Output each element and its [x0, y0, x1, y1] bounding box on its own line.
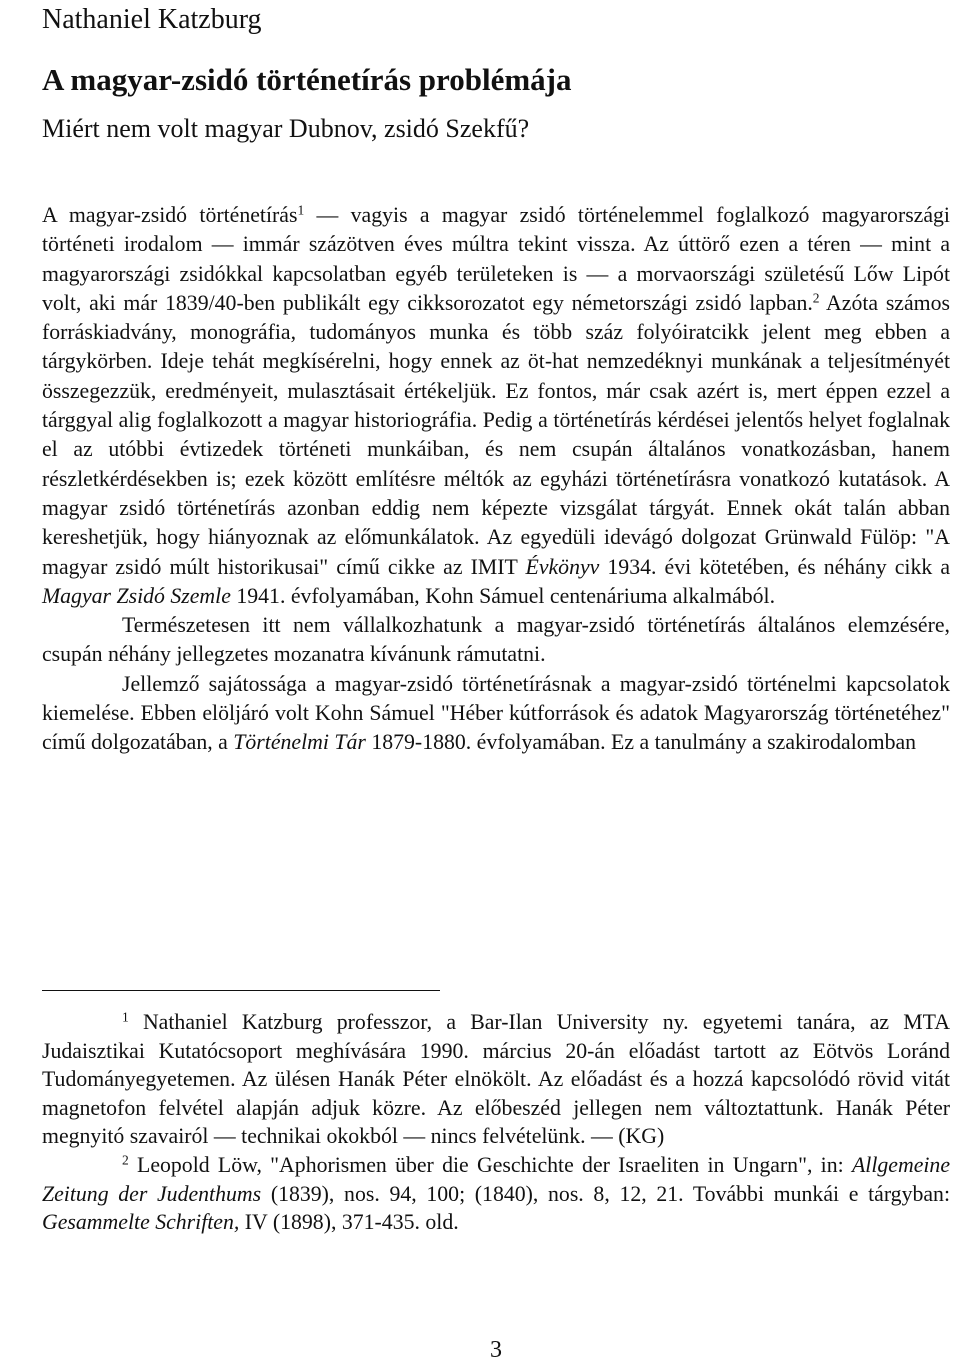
author-name: Nathaniel Katzburg — [42, 4, 262, 35]
paragraph-1-text-b: — vagyis a magyar zsidó történelemmel foglalkozó magyarországi történeti irodalom — immár százötven éves múltra tekint vissza. Az úttörő ezen a téren — mint a magyarországi zsidókkal kapcsolatban egyéb területeken is — a morvaországi születésű Lőw Lipót volt, aki már 1839/40-ben publikált egy cikksorozatot egy németországi zsidó lapban. — [42, 203, 950, 315]
italic-evkonyv: Évkönyv — [525, 554, 600, 579]
italic-tortenelmi-tar: Történelmi Tár — [233, 730, 366, 755]
paragraph-1-text-c: Azóta számos forráskiadvány, monográfia, tudományos munka és több száz folyóiratcikk jelent meg ebben a tárgykörben. Ideje tehát megkísérelni, hogy ennek az öt-hat nemzedéknyi munkának a teljesítményét összegezzük, eredményeit, mulasztásait értékeljük. Ez fontos, már csak azért is, mert éppen ezzel a tárggyal alig foglalkozott a magyar historiográfia. Pedig a történetírás kérdései jelentős helyet foglalnak el az utóbbi évtizedek történeti munkáiban, és nem csupán általános vonatkozásban, hanem részletkérdésekben is; ezek között említésre méltók az egyházi történetírásra vonatkozó kutatások. A magyar zsidó történetírás azonban eddig nem képezte vizsgálat tárgyát. Ennek okát talán abban kereshetjük, hogy hiányoznak az előmunkálatok. Az egyedüli idevágó dolgozat Grünwald Fülöp: "A magyar zsidó múlt historikusai" című cikke az IMIT — [42, 290, 950, 579]
paragraph-3-text-b: 1879-1880. évfolyamában. Ez a tanulmány a szakirodalomban — [365, 730, 917, 755]
footnote-2-text-c: IV (1898), 371-435. old. — [239, 1210, 459, 1235]
article-title: A magyar-zsidó történetírás problémája — [42, 62, 572, 97]
article-body — [42, 201, 950, 758]
footnote-ref-2: 2 — [812, 290, 820, 306]
footnote-1-text: Nathaniel Katzburg professzor, a Bar-Ilan University ny. egyetemi tanára, az MTA Judaisztikai Kutatócsoport meghívására 1990. március 20-án előadást tartott az Eötvös Loránd Tudományegyetemen. Az ülésen Hanák Péter elnökölt. Az előadást és a hozzá kapcsolódó rövid vitát magnetofon felvétel alapján adjuk közre. Az előbeszéd jellegen nem változtattunk. Hanák Péter megnyitó szavairól — technikai okokból — nincs felvételünk. — (KG) — [42, 1010, 950, 1149]
paragraph-1-text-a: A magyar-zsidó történetírás — [42, 203, 298, 227]
paragraph-1-text-e: 1941. évfolyamában, Kohn Sámuel centenáriuma alkalmából. — [230, 583, 776, 608]
paragraph-3 — [42, 670, 950, 758]
italic-magyar-zsido-szemle: Magyar Zsidó Szemle — [42, 583, 231, 608]
paragraph-2: Természetesen itt nem vállalkozhatunk a magyar-zsidó történetírás általános elemzésére, csupán néhány jellegzetes mozanatra kívánunk rámutatni. — [42, 613, 950, 667]
footnote-1 — [42, 1008, 950, 1151]
footnote-2 — [42, 1151, 950, 1237]
paragraph-3-text-a: Jellemző sajátossága a magyar-zsidó történetírásnak a magyar-zsidó történelmi kapcsolatok kiemelése. Ebben elöljáró volt Kohn Sámuel "Héber kútforrások és adatok Magyarország történetéhez" című dolgozatában, a — [42, 671, 950, 755]
footnote-1-mark: 1 — [122, 1009, 129, 1025]
footnote-2-text-b: (1839), nos. 94, 100; (1840), nos. 8, 12, 21. További munkái e tárgyban: — [261, 1181, 951, 1206]
footnotes — [42, 1008, 950, 1237]
page-number: 3 — [490, 1337, 502, 1363]
paragraph-1 — [42, 201, 950, 611]
article-subtitle: Miért nem volt magyar Dubnov, zsidó Szekfű? — [42, 114, 530, 143]
italic-allgemeine-zeitung: Allgemeine Zeitung der Judenthums — [42, 1152, 950, 1206]
footnote-ref-1: 1 — [297, 202, 305, 218]
footnote-divider — [42, 990, 440, 991]
italic-gesammelte-schriften: Gesammelte Schriften, — [42, 1210, 240, 1235]
footnote-2-mark: 2 — [122, 1152, 129, 1168]
paragraph-1-text-d: 1934. évi kötetében, és néhány cikk a — [599, 554, 951, 579]
footnote-2-text-a: Leopold Löw, "Aphorismen über die Geschichte der Israeliten in Ungarn", in: — [128, 1152, 852, 1177]
